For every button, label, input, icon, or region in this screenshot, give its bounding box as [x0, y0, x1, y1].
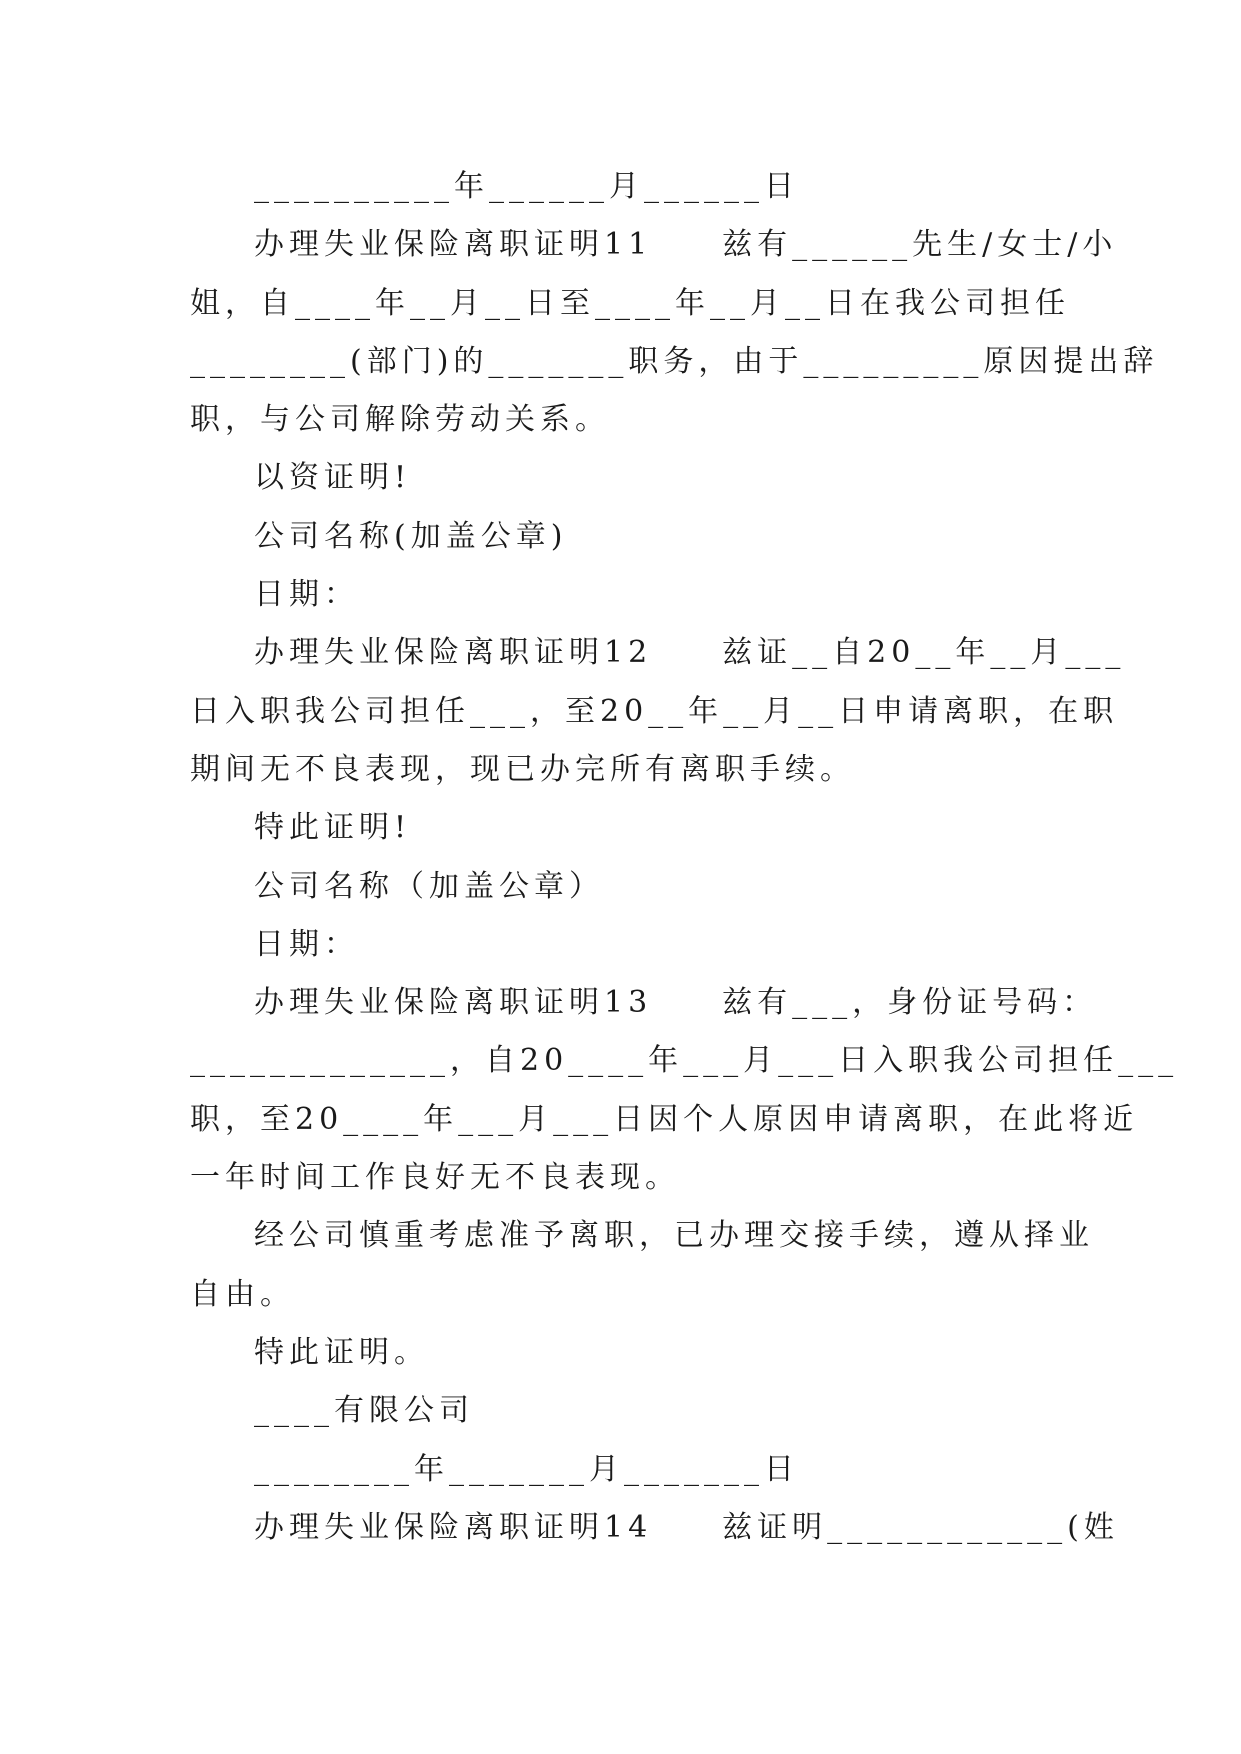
certificate-11-date: 日期：	[254, 577, 359, 613]
certificate-13-text-line: 一年时间工作良好无不良表现。	[190, 1160, 680, 1196]
certificate-11-text-line: 姐，自____年__月__日至____年__月__日在我公司担任	[190, 285, 1070, 321]
certificate-11-closing: 以资证明!	[254, 460, 412, 496]
certificate-12-text-line: 期间无不良表现，现已办完所有离职手续。	[190, 751, 855, 787]
certificate-12-text-line: 日入职我公司担任___，至20__年__月__日申请离职，在职	[190, 693, 1119, 729]
certificate-12-date: 日期：	[254, 926, 359, 962]
certificate-13-text-line: 自由。	[190, 1276, 295, 1312]
certificate-12-company: 公司名称（加盖公章）	[254, 868, 604, 904]
certificate-13-heading: 办理失业保险离职证明13 兹有___，身份证号码：	[254, 985, 1098, 1021]
certificate-13-text-line: 经公司慎重考虑准予离职，已办理交接手续，遵从择业	[254, 1218, 1094, 1254]
certificate-12-closing: 特此证明!	[254, 810, 412, 846]
certificate-12-heading: 办理失业保险离职证明12 兹证__自20__年__月___	[254, 635, 1126, 671]
certificate-11-text-line: 职，与公司解除劳动关系。	[190, 402, 610, 438]
document-body	[190, 158, 1179, 1557]
date-line: __________年______月______日	[254, 169, 799, 204]
certificate-13-company: ____有限公司	[254, 1393, 474, 1429]
certificate-13-text-line: 职，至20____年___月___日因个人原因申请离职，在此将近	[190, 1101, 1139, 1137]
certificate-13-text-line: _____________，自20____年___月___日入职我公司担任___	[190, 1043, 1179, 1079]
certificate-13-closing: 特此证明。	[254, 1334, 429, 1370]
certificate-11-company: 公司名称(加盖公章)	[254, 518, 568, 554]
certificate-13-date: ________年_______月_______日	[254, 1451, 799, 1487]
certificate-14-heading: 办理失业保险离职证明14 兹证明____________(姓	[254, 1509, 1119, 1545]
certificate-11-heading: 办理失业保险离职证明11 兹有______先生/女士/小	[254, 227, 1118, 263]
certificate-11-text-line: ________(部门)的_______职务，由于_________原因提出辞	[190, 343, 1159, 379]
